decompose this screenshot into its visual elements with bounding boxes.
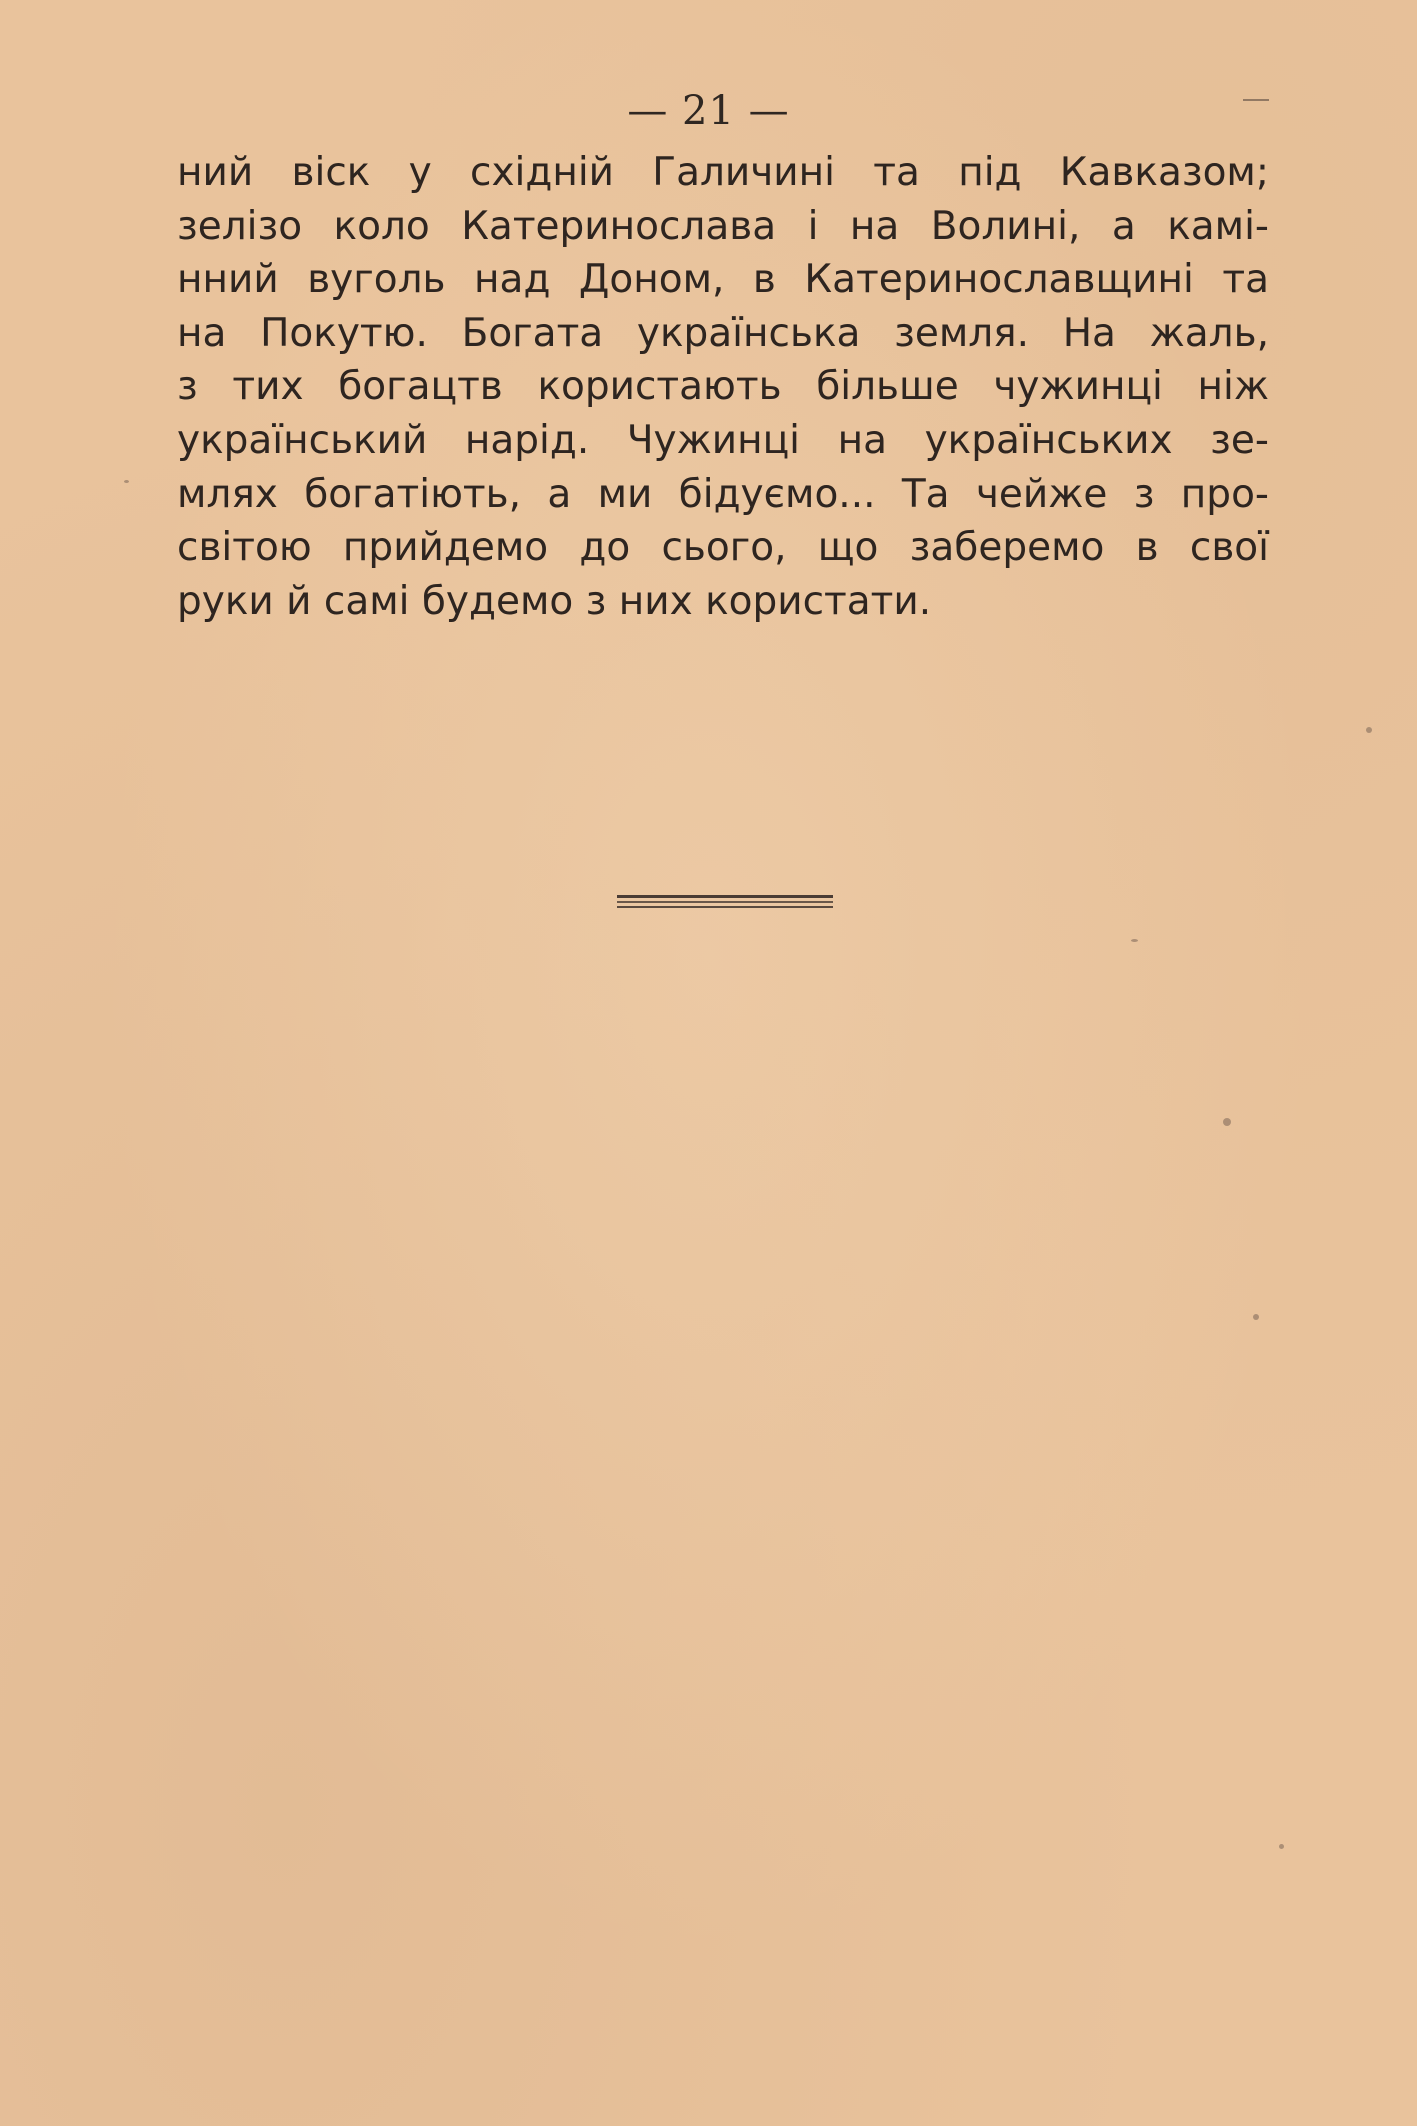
text-line: нний вуголь над Доном, в Катеринославщині та bbox=[177, 257, 1269, 303]
text-line: зелізо коло Катеринослава і на Волині, а камі- bbox=[177, 203, 1269, 249]
text-line: український нарід. Чужинці на українських зе- bbox=[177, 417, 1269, 463]
paper-speck bbox=[1223, 1118, 1231, 1126]
text-line: світою прийдемо до сього, що заберемо в свої bbox=[177, 525, 1269, 571]
paper-speck bbox=[124, 480, 129, 483]
text-line: ний віск у східній Галичині та під Кавказом; bbox=[177, 150, 1269, 195]
paper-speck bbox=[1131, 939, 1138, 942]
divider-rule bbox=[617, 901, 833, 903]
corner-mark bbox=[1243, 99, 1269, 101]
paper-speck bbox=[1279, 1844, 1284, 1849]
text-line: млях богатіють, а ми бідуємо... Та чейже з про- bbox=[177, 471, 1269, 517]
page-number: — 21 — bbox=[627, 88, 790, 134]
paper-speck bbox=[1366, 727, 1372, 733]
text-line: на Покутю. Богата українська земля. На жаль, bbox=[177, 310, 1269, 356]
paper-speck bbox=[1253, 1314, 1259, 1320]
section-divider bbox=[617, 895, 833, 909]
divider-rule bbox=[617, 895, 833, 898]
text-line: руки й самі будемо з них користати. bbox=[177, 578, 932, 624]
text-line: з тих богацтв користають більше чужинці ніж bbox=[177, 364, 1269, 410]
divider-rule bbox=[617, 906, 833, 908]
body-text bbox=[177, 146, 1269, 628]
